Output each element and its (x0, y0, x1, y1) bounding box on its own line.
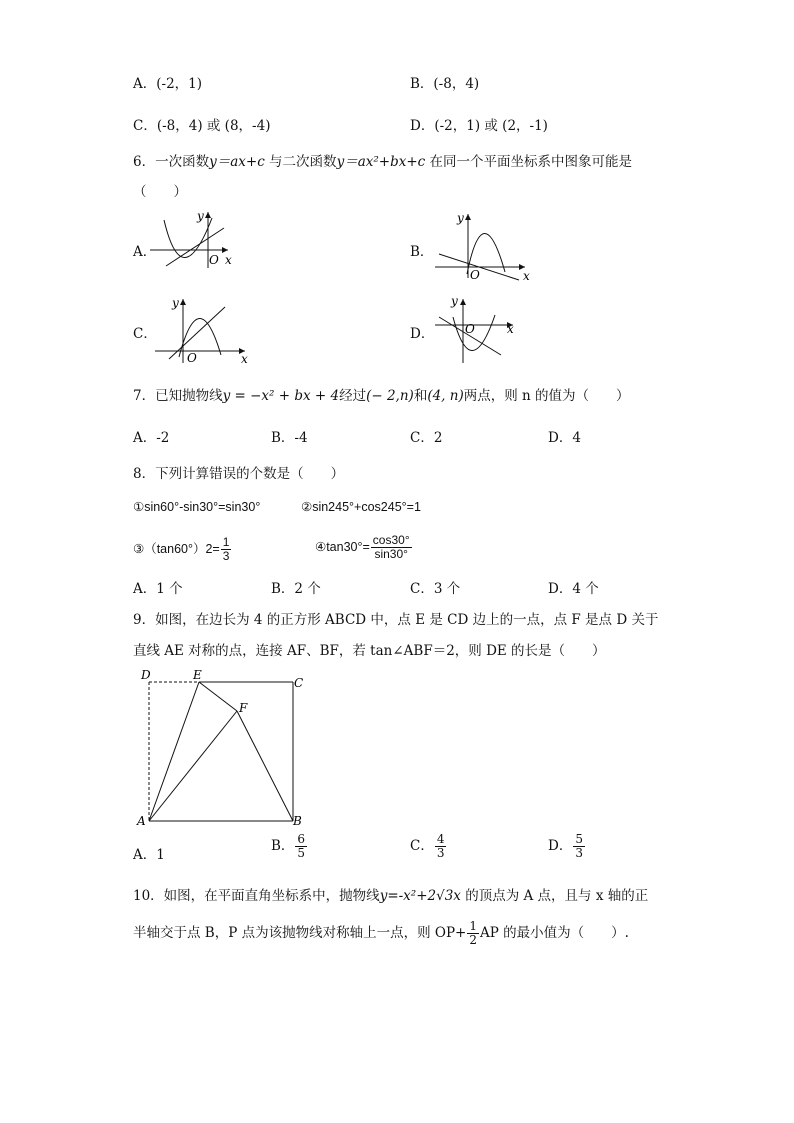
q6-graph-a-y-label: y (197, 209, 204, 223)
q9-option-b-prefix: B． (271, 838, 295, 854)
q9-stem-line-1: 9．如图，在边长为 4 的正方形 ABCD 中，点 E 是 CD 边上的一点，点 F 是点 D 关于 (133, 612, 659, 628)
q6-stem (133, 150, 632, 170)
q9-option-d-numerator: 5 (575, 832, 583, 846)
q8-statement-2: ②sin245°+cos245°=1 (301, 500, 421, 514)
q6-graph-c-x-label: x (241, 352, 248, 366)
q7-stem-suffix: 两点，则 n 的值为（ ） (463, 388, 630, 404)
q9-label-c: C (294, 676, 304, 690)
q9-label-a: A (137, 814, 146, 828)
q9-option-d-denominator: 3 (575, 846, 583, 860)
q9-option-b-denominator: 5 (297, 846, 306, 860)
q8-option-c: C．3 个 (410, 581, 461, 597)
q9-option-c-numerator: 4 (436, 832, 445, 846)
q10-line-1-prefix: 10．如图，在平面直角坐标系中，抛物线 (133, 888, 380, 904)
q8-statement-4-numerator: cos30° (372, 533, 410, 547)
q6-stem-suffix: 在同一个平面坐标系中图象可能是 (425, 154, 632, 170)
q8-statement-3 (133, 536, 232, 563)
q8-option-b: B．2 个 (271, 581, 321, 597)
q9-option-c-prefix: C． (410, 838, 434, 854)
q9-option-d-fraction (573, 833, 585, 860)
q7-stem-and: 和 (413, 388, 428, 404)
q8-option-a: A．1 个 (133, 581, 183, 597)
q9-option-c-fraction (435, 833, 447, 860)
q6-graph-b-x-label: x (523, 269, 530, 283)
q6-graph-c-y-label: y (172, 296, 179, 310)
q6-graph-c-origin-label: O (187, 351, 197, 365)
q6-stem-prefix: 6．一次函数 (133, 154, 210, 170)
q10-line-1-suffix: 的顶点为 A 点，且与 x 轴的正 (460, 888, 649, 904)
q8-stem: 8．下列计算错误的个数是（ ） (133, 466, 345, 482)
q6-option-b-label: B． (410, 244, 434, 260)
q6-graph-a (150, 210, 250, 270)
q6-graph-a-origin-label: O (209, 253, 219, 267)
q10-parabola-equation: y=-x²+2√3x (379, 888, 461, 904)
q8-statement-4-fraction (371, 534, 412, 561)
q10-line-2-suffix: AP 的最小值为（ ）. (479, 925, 629, 941)
q7-point-1: (− 2,n) (366, 388, 414, 404)
q10-half-denominator: 2 (469, 933, 477, 947)
q9-option-b-numerator: 6 (297, 832, 306, 846)
q7-parabola-equation: y = −x² + bx + 4 (222, 388, 340, 404)
q8-statement-3-prefix: ③（tan60°）2= (133, 541, 220, 556)
q6-linear-equation: y＝ax+c (209, 154, 265, 170)
q8-option-d: D．4 个 (548, 581, 599, 597)
q7-stem-prefix: 7．已知抛物线 (133, 388, 223, 404)
q6-option-c-label: C． (133, 326, 157, 342)
q8-statement-4-denominator: sin30° (374, 547, 408, 561)
q7-stem (133, 384, 630, 404)
q5-option-b: B．(-8，4) (410, 76, 480, 92)
q9-option-b (271, 833, 308, 860)
q9-option-b-fraction (295, 833, 307, 860)
q7-point-2: (4, n) (427, 388, 464, 404)
q7-option-b: B．-4 (271, 430, 308, 446)
q8-statement-3-fraction (221, 536, 232, 563)
q10-half-fraction (467, 920, 479, 947)
q9-label-e: E (193, 668, 202, 682)
q8-statement-4-prefix: ④tan30°= (315, 539, 370, 554)
q8-statement-4 (315, 534, 413, 561)
q6-graph-b-y-label: y (457, 211, 464, 225)
q9-option-c (410, 833, 447, 860)
q6-graph-d-origin-label: O (465, 322, 475, 336)
q9-label-b: B (293, 814, 302, 828)
q5-option-c: C．(-8，4) 或 (8，-4) (133, 118, 271, 134)
q6-graph-d (435, 295, 535, 365)
q8-statement-1: ①sin60°-sin30°=sin30° (133, 500, 261, 514)
q7-option-c: C．2 (410, 430, 443, 446)
q8-statement-3-denominator: 3 (222, 549, 230, 563)
q7-option-d: D．4 (548, 430, 581, 446)
q9-option-a: A．1 (133, 847, 165, 863)
q6-option-d-label: D． (410, 326, 435, 342)
q10-half-numerator: 1 (469, 919, 477, 933)
q7-stem-mid: 经过 (339, 388, 367, 404)
q6-graph-b (435, 210, 535, 283)
q9-option-d (548, 833, 586, 860)
q10-line-2-prefix: 半轴交于点 B，P 点为该抛物线对称轴上一点，则 OP+ (133, 925, 467, 941)
q5-option-d: D．(-2，1) 或 (2，-1) (410, 118, 548, 134)
q9-label-d: D (141, 668, 151, 682)
q10-stem-line-1 (133, 884, 648, 904)
q8-statement-3-numerator: 1 (222, 535, 230, 549)
q9-stem-line-2: 直线 AE 对称的点，连接 AF、BF，若 tan∠ABF＝2，则 DE 的长是（ ） (133, 643, 606, 659)
q7-option-a: A．-2 (133, 430, 170, 446)
q10-stem-line-2 (133, 920, 629, 947)
q6-stem-mid: 与二次函数 (264, 154, 337, 170)
q9-option-d-prefix: D． (548, 838, 573, 854)
q9-square-figure (136, 665, 316, 835)
q6-option-a-label: A． (133, 244, 157, 260)
q6-graph-d-x-label: x (507, 322, 514, 336)
q6-graph-c (155, 295, 255, 365)
q9-label-f: F (239, 701, 248, 715)
q6-graph-a-x-label: x (225, 253, 232, 267)
q9-option-c-denominator: 3 (436, 846, 445, 860)
q6-graph-b-origin-label: O (470, 268, 480, 282)
q5-option-a: A．(-2，1) (133, 76, 203, 92)
q6-graph-d-y-label: y (451, 294, 458, 308)
q6-quadratic-equation: y＝ax²+bx+c (336, 154, 426, 170)
q6-answer-paren: （ ） (133, 184, 187, 200)
